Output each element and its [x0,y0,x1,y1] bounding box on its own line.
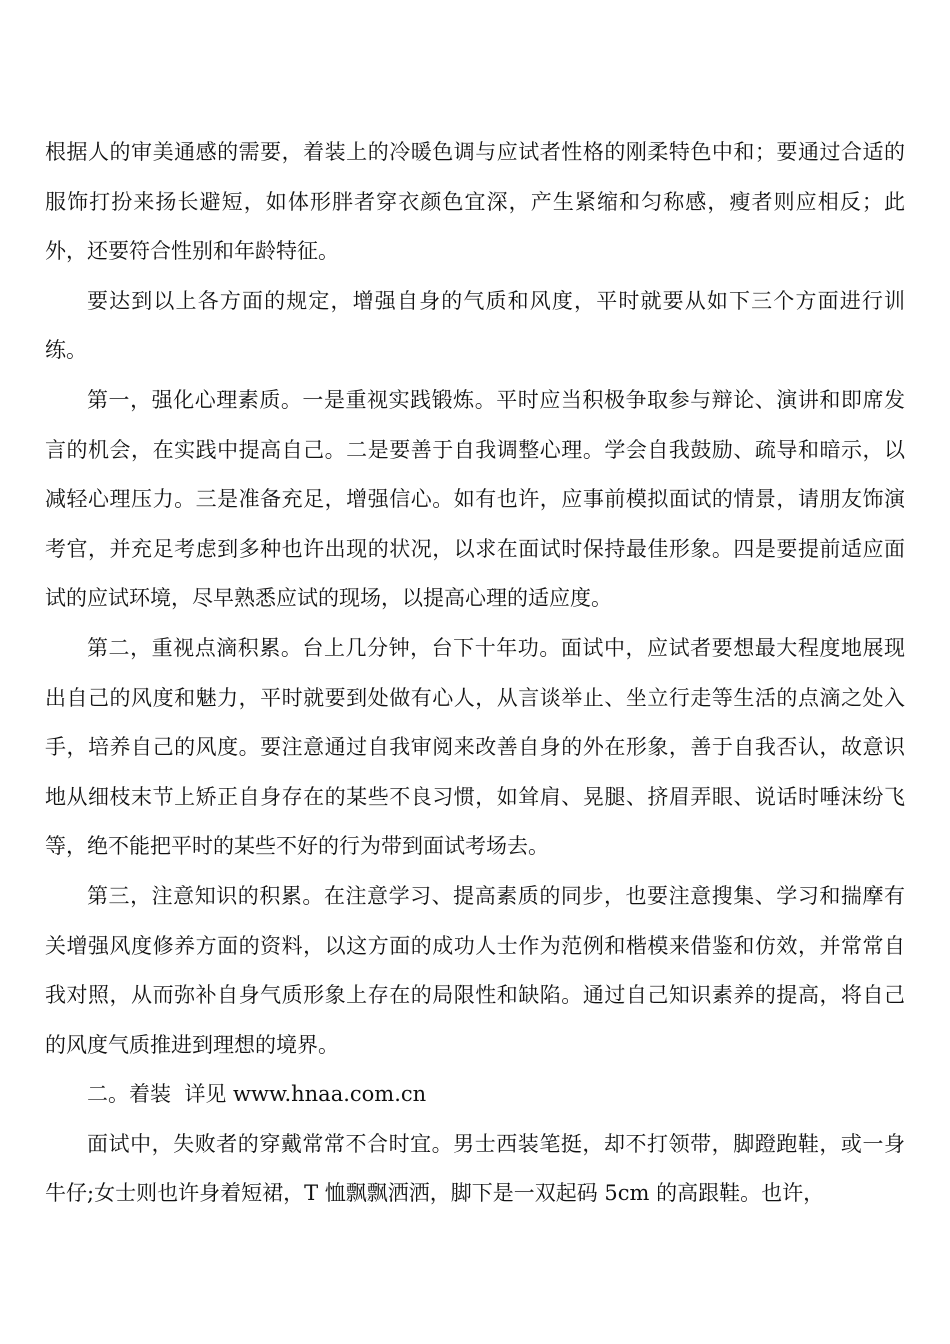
paragraph-2: 要达到以上各方面的规定，增强自身的气质和风度，平时就要从如下三个方面进行训练。 [45,288,905,363]
paragraph-3: 第一，强化心理素质。一是重视实践锻炼。平时应当积极争取参与辩论、演讲和即席发言的机会，在实践中提高自己。二是要善于自我调整心理。学会自我鼓励、疏导和暗示，以减轻心理压力。三是准备充足，增强信心。如有也许，应事前模拟面试的情景，请朋友饰演考官，并充足考虑到多种也许出现的状况，以求在面试时保持最佳形象。四是要提前适应面试的应试环境，尽早熟悉应试的现场，以提高心理的适应度。 [45,387,905,611]
paragraph-1: 根据人的审美通感的需要，着装上的冷暖色调与应试者性格的刚柔特色中和；要通过合适的服饰打扮来扬长避短，如体形胖者穿衣颜色宜深，产生紧缩和匀称感，瘦者则应相反；此外，还要符合性别和年龄特征。 [45,140,905,264]
paragraph-7: 面试中，失败者的穿戴常常不合时宜。男士西装笔挺，却不打领带，脚蹬跑鞋，或一身牛仔;女士则也许身着短裙，T 恤飘飘洒洒，脚下是一双起码 5cm 的高跟鞋。也许， [45,1131,905,1206]
section-heading-attire: 二。着装 详见 www.hnaa.com.cn [87,1082,427,1107]
paragraph-4: 第二，重视点滴积累。台上几分钟，台下十年功。面试中，应试者要想最大程度地展现出自己的风度和魅力，平时就要到处做有心人，从言谈举止、坐立行走等生活的点滴之处入手，培养自己的风度。要注意通过自我审阅来改善自身的外在形象，善于自我否认，故意识地从细枝末节上矫正自身存在的某些不良习惯，如耸肩、晃腿、挤眉弄眼、说话时唾沫纷飞等，绝不能把平时的某些不好的行为带到面试考场去。 [45,635,905,859]
paragraph-5: 第三，注意知识的积累。在注意学习、提高素质的同步，也要注意搜集、学习和揣摩有关增强风度修养方面的资料，以这方面的成功人士作为范例和楷模来借鉴和仿效，并常常自我对照，从而弥补自身气质形象上存在的局限性和缺陷。通过自己知识素养的提高，将自己的风度气质推进到理想的境界。 [45,883,905,1057]
